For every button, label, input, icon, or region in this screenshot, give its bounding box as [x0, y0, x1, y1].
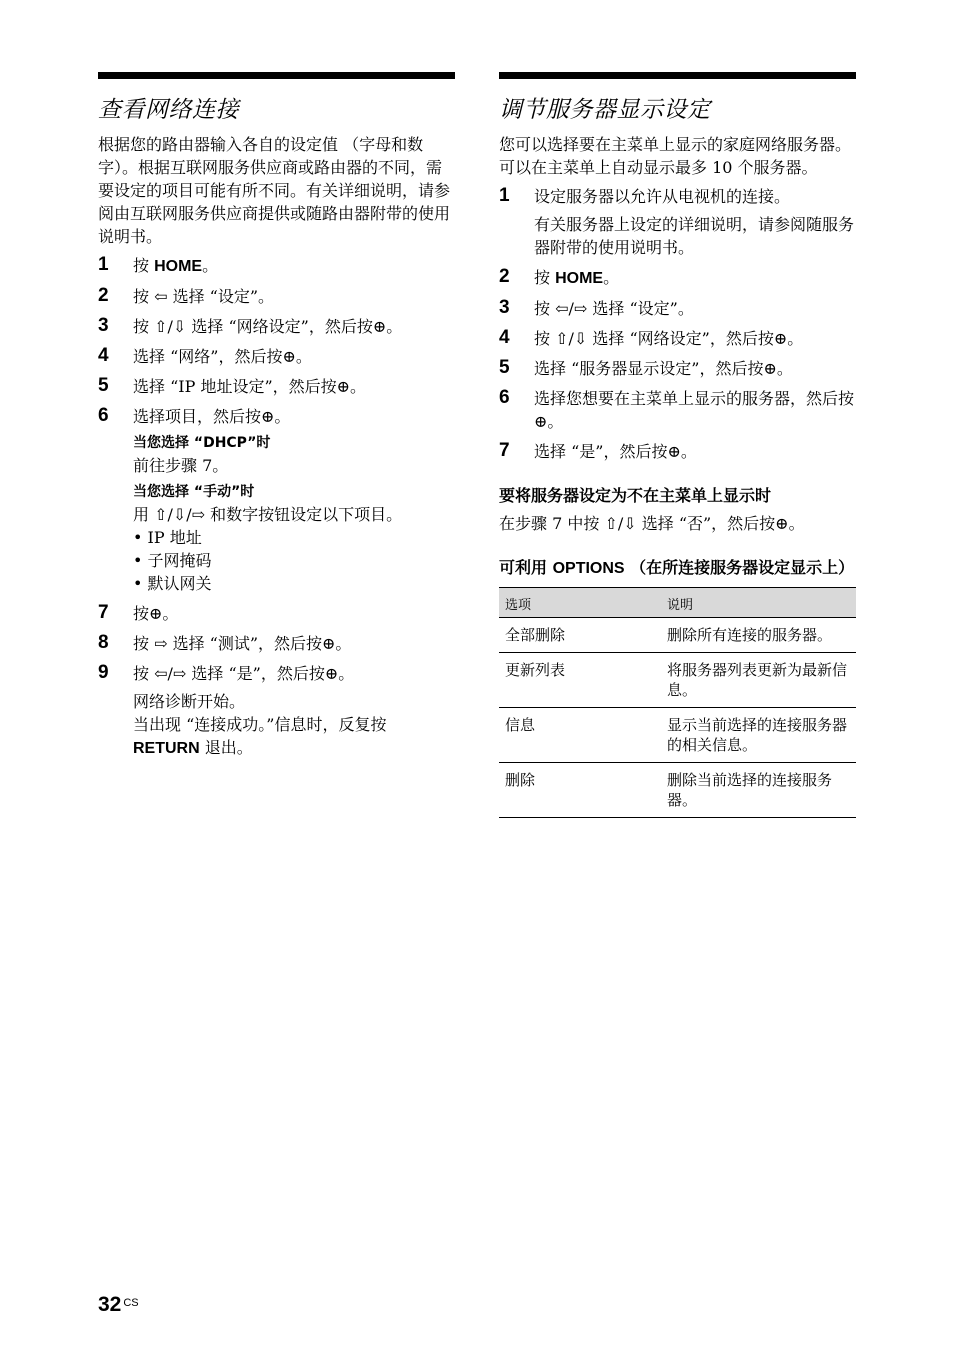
step-number: 8 [98, 632, 109, 653]
table-row [499, 708, 856, 763]
manual-heading: 当您选择 “手动”时 [133, 484, 255, 500]
step-5 [98, 375, 455, 398]
step-number: 2 [98, 285, 109, 306]
section-title-server-display: 调节服务器显示设定 [499, 97, 711, 123]
hide-server-text: 在步骤 7 中按 ⇧/⇩ 选择 “否”，然后按⊕。 [499, 514, 805, 533]
left-column [98, 72, 455, 767]
column-header: 选项 [499, 588, 661, 618]
step-note: 当出现 “连接成功。”信息时，反复按 RETURN 退出。 [133, 715, 387, 757]
hide-server-heading: 要将服务器设定为不在主菜单上显示时 [499, 486, 772, 505]
step-6 [499, 387, 856, 433]
step-1: 1 按 HOME。 [98, 254, 219, 275]
step-number: 4 [499, 327, 510, 348]
step-4 [98, 345, 455, 368]
table-row [499, 653, 856, 708]
dhcp-heading: 当您选择 “DHCP”时 [133, 435, 271, 451]
section-rule [98, 72, 455, 79]
step-text: 按 ⇧/⇩ 选择 “网络设定”，然后按⊕。 [133, 317, 403, 336]
table-header-row [499, 588, 856, 618]
step-text: 设定服务器以允许从电视机的连接。 [534, 187, 791, 206]
option-cell: 全部删除 [499, 618, 661, 653]
step-number: 1 [98, 254, 109, 275]
step-text: 按 ⇦/⇨ 选择 “是”，然后按⊕。 [133, 664, 355, 683]
return-key: RETURN [133, 740, 200, 757]
home-key: HOME [555, 270, 604, 287]
description-cell: 删除所有连接的服务器。 [661, 618, 856, 653]
dhcp-text: 前往步骤 7。 [133, 456, 229, 475]
step-3 [98, 315, 455, 338]
right-column [499, 72, 856, 818]
bullet-item: • 子网掩码 [133, 551, 212, 570]
step-number: 7 [499, 440, 510, 461]
step-text: 选择 “服务器显示设定”，然后按⊕。 [534, 359, 793, 378]
page-number: 32 $^{CS}$ [98, 1293, 139, 1316]
language-code: CS [123, 1297, 139, 1309]
step-3 [499, 297, 856, 320]
step-text: 选择 “IP 地址设定”，然后按⊕。 [133, 377, 367, 396]
step-4 [499, 327, 856, 350]
step-text: 选择项目，然后按⊕。 [133, 407, 291, 426]
step-text: 按 ⇦/⇨ 选择 “设定”。 [534, 299, 694, 318]
step-text: 选择您想要在主菜单上显示的服务器，然后按⊕。 [534, 389, 855, 431]
step-list [98, 254, 455, 760]
step-8 [98, 632, 455, 655]
step-note: 有关服务器上设定的详细说明，请参阅随服务器附带的使用说明书。 [534, 215, 855, 257]
bullet-item: • IP 地址 [133, 528, 202, 547]
intro-text: 您可以选择要在主菜单上显示的家庭网络服务器。可以在主菜单上自动显示最多 10 个服务器。 [499, 135, 852, 177]
step-text: 按⊕。 [133, 604, 179, 623]
step-number: 4 [98, 345, 109, 366]
description-cell: 将服务器列表更新为最新信息。 [661, 653, 856, 708]
description-cell: 显示当前选择的连接服务器的相关信息。 [661, 708, 856, 763]
step-text: 选择 “网络”，然后按⊕。 [133, 347, 312, 366]
step-number: 5 [98, 375, 109, 396]
step-1 [499, 185, 856, 259]
option-cell: 删除 [499, 763, 661, 818]
options-key: OPTIONS [552, 560, 625, 577]
step-number: 5 [499, 357, 510, 378]
step-2: 2 按 HOME。 [499, 266, 620, 287]
step-number: 1 [499, 185, 510, 206]
step-5 [499, 357, 856, 380]
step-number: 7 [98, 602, 109, 623]
options-table [499, 587, 856, 818]
home-key: HOME [154, 258, 203, 275]
table-row [499, 763, 856, 818]
option-cell: 更新列表 [499, 653, 661, 708]
step-number: 9 [98, 662, 109, 683]
bullet-item: • 默认网关 [133, 574, 212, 593]
step-7 [499, 440, 856, 463]
step-7 [98, 602, 455, 625]
intro-text: 根据您的路由器输入各自的设定值 （字母和数字）。根据互联网服务供应商或路由器的不同，需要设定的项目可能有所不同。有关详细说明，请参阅由互联网服务供应商提供或随路由器附带的使用说明书。 [98, 135, 451, 246]
step-text: 按 ⇦ 选择 “设定”。 [133, 287, 275, 306]
step-text: 按 ⇧/⇩ 选择 “网络设定”，然后按⊕。 [534, 329, 804, 348]
options-heading: 可利用 OPTIONS （在所连接服务器设定显示上） [499, 558, 855, 577]
description-cell: 删除当前选择的连接服务器。 [661, 763, 856, 818]
step-note: 网络诊断开始。 [133, 692, 246, 711]
table-row [499, 618, 856, 653]
step-number: 6 [499, 387, 510, 408]
section-rule [499, 72, 856, 79]
column-header: 说明 [661, 588, 856, 618]
step-list [499, 185, 856, 463]
step-2 [98, 285, 455, 308]
step-6 [98, 405, 455, 595]
section-title-network-check: 查看网络连接 [98, 97, 239, 123]
step-text: 按 ⇨ 选择 “测试”，然后按⊕。 [133, 634, 352, 653]
manual-text: 用 ⇧/⇩/⇨ 和数字按钮设定以下项目。 [133, 505, 403, 524]
option-cell: 信息 [499, 708, 661, 763]
step-number: 3 [98, 315, 109, 336]
step-number: 2 [499, 266, 510, 287]
step-number: 3 [499, 297, 510, 318]
step-text: 选择 “是”，然后按⊕。 [534, 442, 697, 461]
step-9 [98, 662, 455, 760]
step-number: 6 [98, 405, 109, 426]
